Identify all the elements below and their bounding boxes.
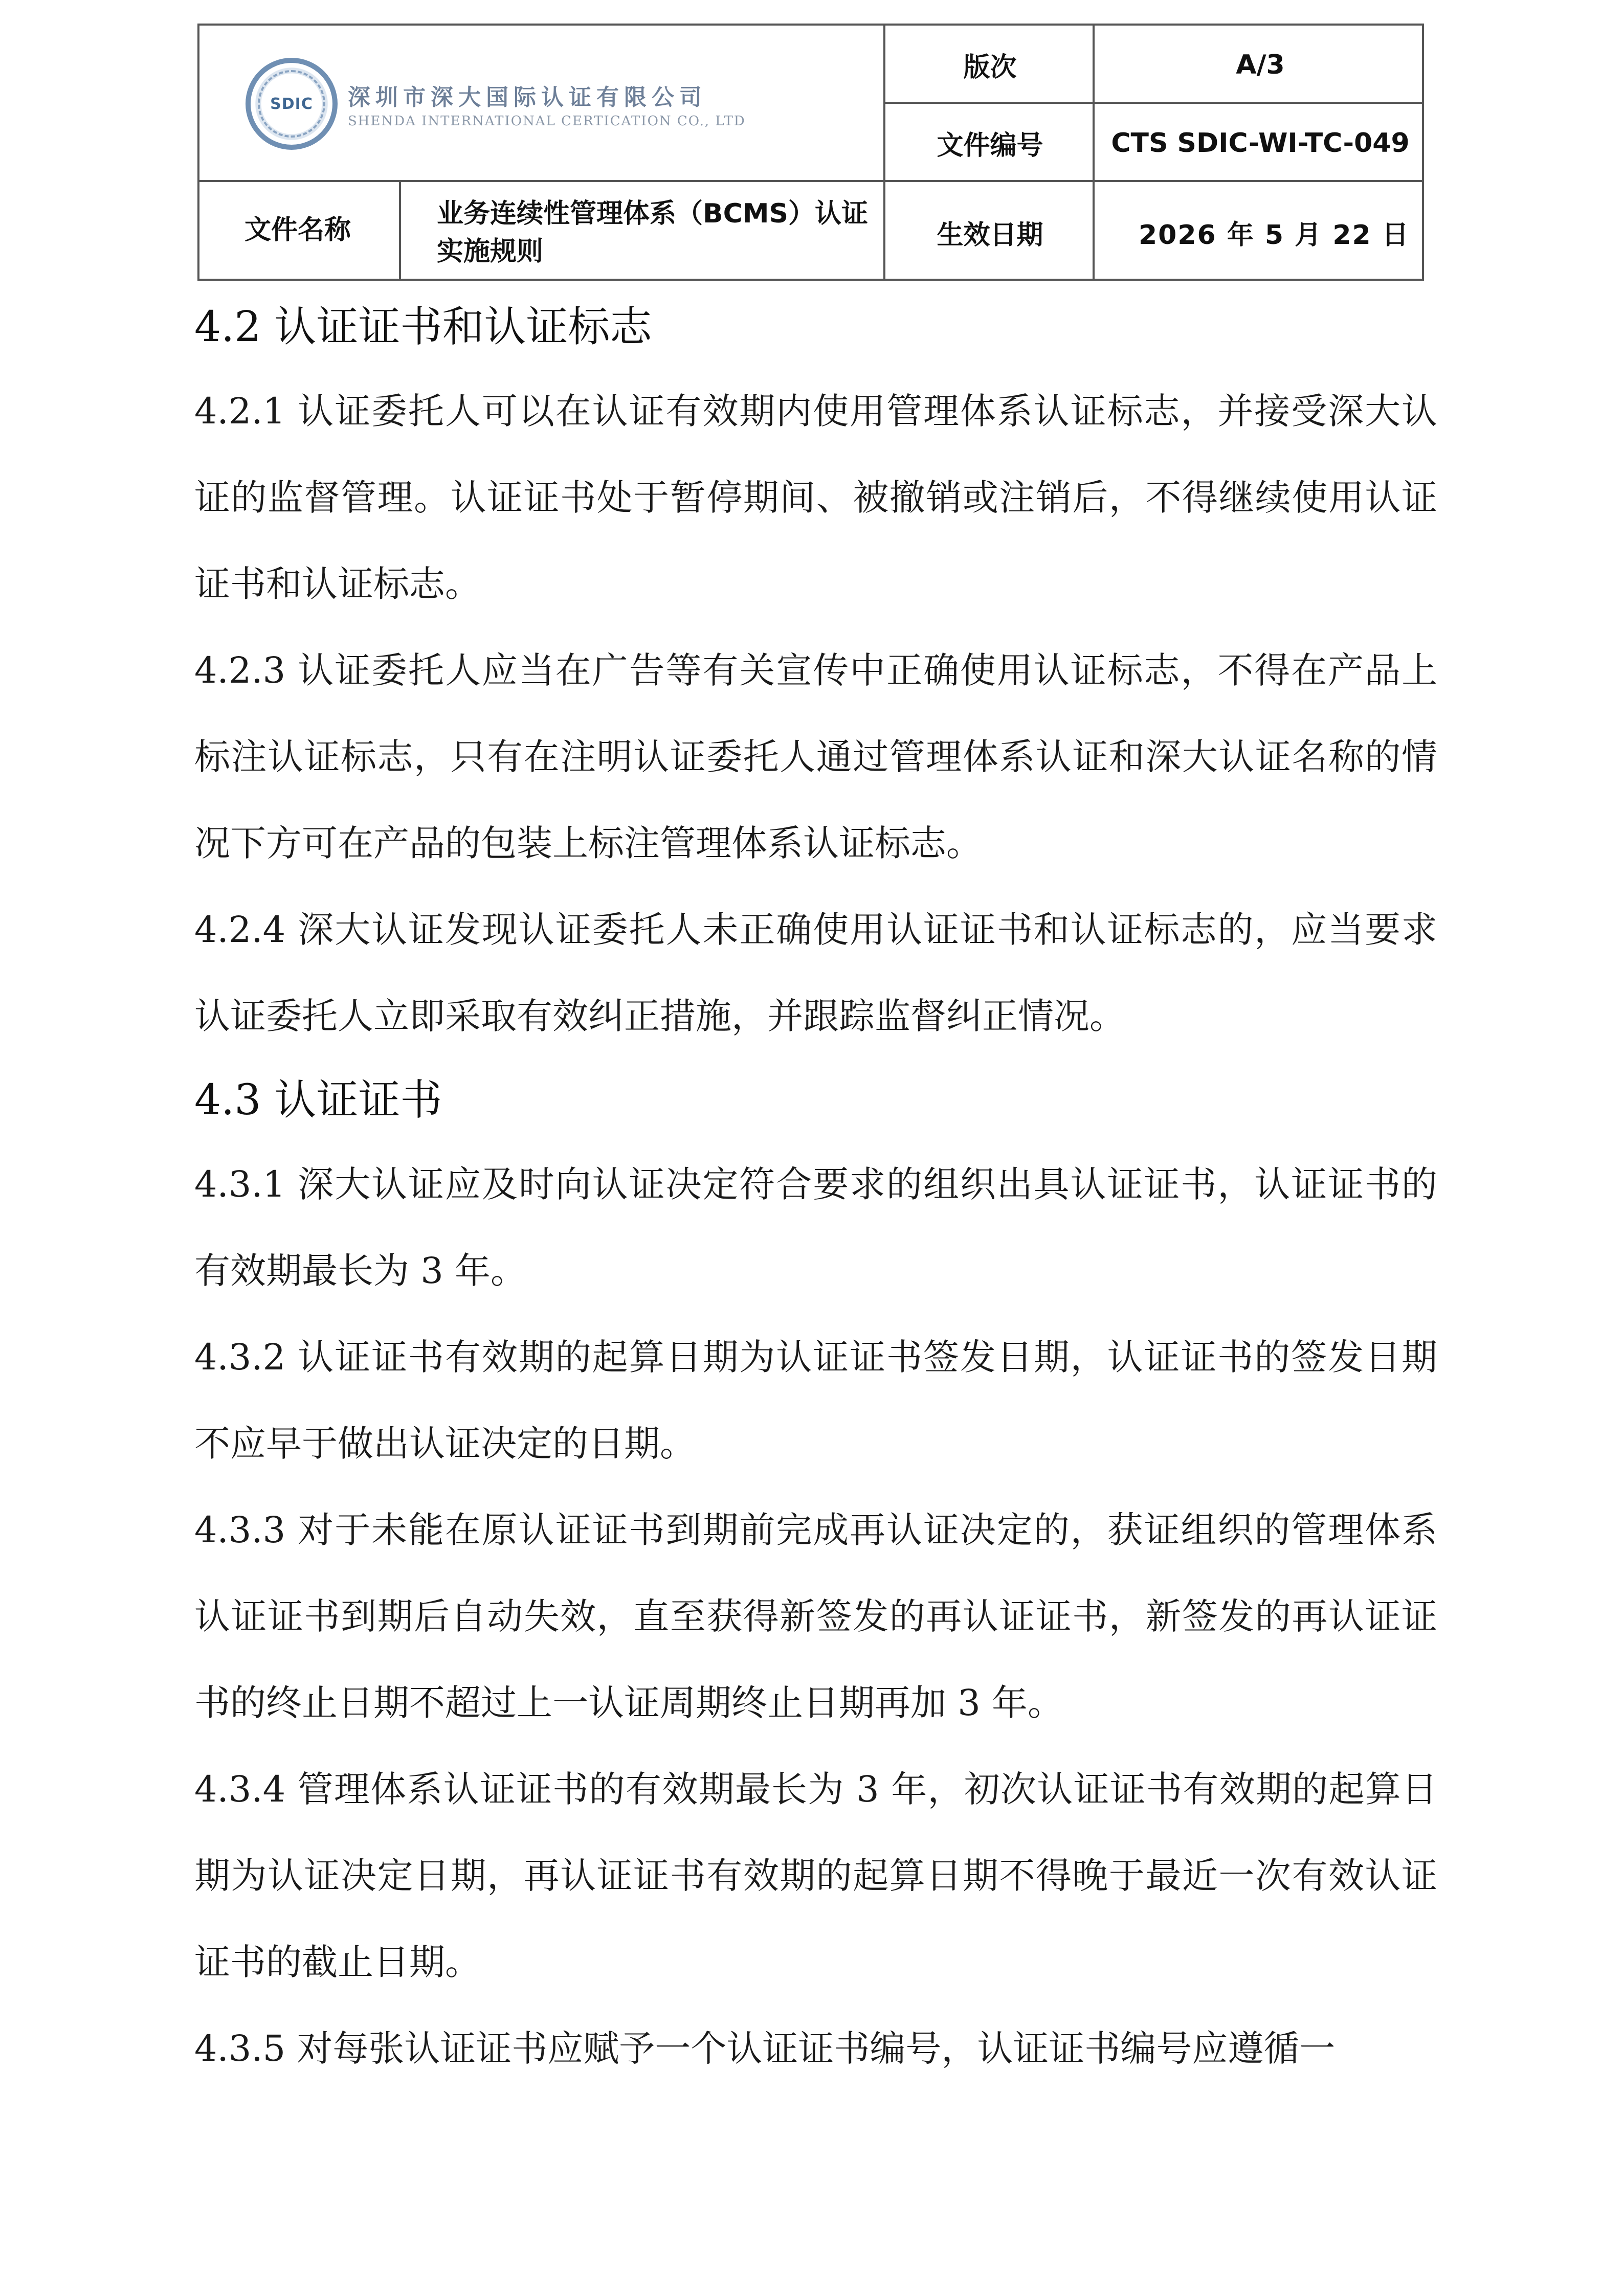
company-name-block: [348, 79, 746, 129]
section-heading: 4.2 认证证书和认证标志: [194, 303, 652, 351]
doc-number-label: 文件编号: [937, 130, 1043, 161]
seal-text: SDIC: [270, 95, 313, 113]
paragraph: 4.2.4 深大认证发现认证委托人未正确使用认证证书和认证标志的，应当要求认证委托人立即采取有效纠正措施，并跟踪监督纠正情况。: [194, 909, 1437, 1037]
company-logo-block: [199, 26, 885, 182]
effective-date-label: 生效日期: [937, 220, 1043, 251]
paragraph: 4.3.2 认证证书有效期的起算日期为认证证书签发日期，认证证书的签发日期不应早于做出认证决定的日期。: [194, 1336, 1437, 1465]
document-header-table: [197, 24, 1424, 281]
edition-label: 版次: [963, 52, 1017, 83]
company-name-cn: 深圳市深大国际认证有限公司: [348, 84, 707, 110]
doc-name-value: 业务连续性管理体系（BCMS）认证实施规则: [437, 198, 868, 267]
document-body: [194, 286, 1437, 2092]
paragraph: 4.2.3 认证委托人应当在广告等有关宣传中正确使用认证标志，不得在产品上标注认证标志，只有在注明认证委托人通过管理体系认证和深大认证名称的情况下方可在产品的包装上标注管理体系认证标志。: [194, 649, 1437, 864]
company-name-en: SHENDA INTERNATIONAL CERTICATION CO., LTD: [348, 114, 746, 129]
doc-name-label: 文件名称: [244, 215, 351, 245]
company-seal-icon: [246, 58, 338, 150]
effective-date-value: 2026 年 5 月 22 日: [1139, 220, 1410, 251]
paragraph: 4.3.4 管理体系认证证书的有效期最长为 3 年，初次认证证书有效期的起算日期为认证决定日期，再认证证书有效期的起算日期不得晚于最近一次有效认证证书的截止日期。: [194, 1768, 1437, 1983]
paragraph: 4.2.1 认证委托人可以在认证有效期内使用管理体系认证标志，并接受深大认证的监督管理。认证证书处于暂停期间、被撤销或注销后，不得继续使用认证证书和认证标志。: [194, 390, 1437, 605]
paragraph: 4.3.1 深大认证应及时向认证决定符合要求的组织出具认证证书，认证证书的有效期最长为 3 年。: [194, 1163, 1437, 1292]
doc-number-value: CTS SDIC-WI-TC-049: [1111, 127, 1410, 159]
section-heading: 4.3 认证证书: [194, 1076, 442, 1124]
paragraph: 4.3.3 对于未能在原认证证书到期前完成再认证决定的，获证组织的管理体系认证证书到期后自动失效，直至获得新签发的再认证证书，新签发的再认证证书的终止日期不超过上一认证周期终止日期再加 3 年。: [194, 1509, 1437, 1724]
edition-value: A/3: [1236, 49, 1285, 80]
paragraph: 4.3.5 对每张认证证书应赋予一个认证证书编号，认证证书编号应遵循一: [194, 2028, 1336, 2069]
